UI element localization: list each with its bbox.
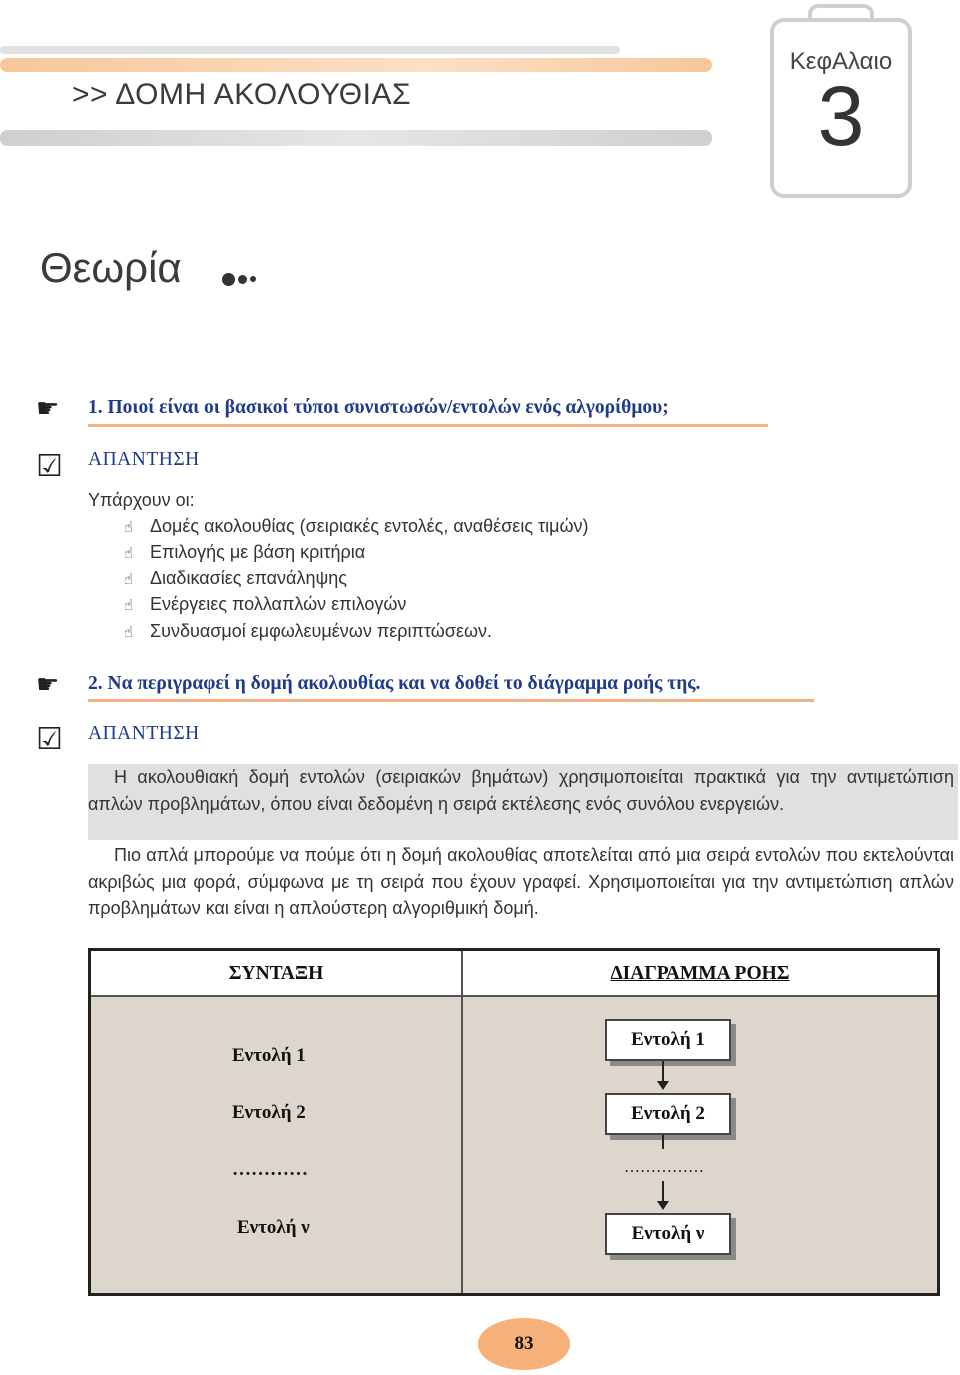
- flowchart-connector: [662, 1061, 664, 1081]
- answer-2-paragraph-2: Πιο απλά μπορούμε να πούμε ότι η δομή ακολουθίας αποτελείται από μια σειρά εντολών που εκτελούνται ακριβώς μια φορά, σύμφωνα με τη σειρά που έχουν γραφεί. Χρησιμοποιείται για την αντιμετώπιση απλών προβλημάτων και είναι η απλούστερη αλγοριθμική δομή.: [88, 845, 954, 918]
- table-header-flowchart: ΔΙΑΓΡΑΜΜΑ ΡΟΗΣ: [610, 963, 790, 984]
- dots-icon: [222, 270, 259, 288]
- chapter-badge: [770, 18, 912, 198]
- syntax-line: Εντολή 2: [232, 1102, 306, 1123]
- chapter-title: >> ΔΟΜΗ ΑΚΟΛΟΥΘΙΑΣ: [72, 78, 412, 111]
- list-item: ☝ Επιλογής με βάση κριτήρια: [124, 542, 366, 562]
- pointing-hand-icon: ☛: [36, 670, 60, 700]
- pointing-finger-icon: ☝: [124, 570, 134, 588]
- pointing-finger-icon: ☝: [124, 544, 134, 562]
- flowchart-box: Εντολή ν: [605, 1213, 731, 1255]
- flowchart-box: Εντολή 2: [605, 1093, 731, 1135]
- syntax-line: …………: [232, 1159, 308, 1180]
- section-title: Θεωρία: [40, 244, 182, 291]
- list-item: ☝ Διαδικασίες επανάληψης: [124, 568, 347, 588]
- question-2: 2. Να περιγραφεί η δομή ακολουθίας και να δοθεί το διάγραμμα ροής της.: [88, 673, 701, 694]
- pointing-finger-icon: ☝: [124, 596, 134, 614]
- arrow-down-icon: [657, 1201, 669, 1210]
- flowchart-connector: [662, 1181, 664, 1201]
- answer-2-paragraph-1: Η ακολουθιακή δομή εντολών (σειριακών βημάτων) χρησιμοποιείται πρακτικά για την αντιμετώπιση απλών προβλημάτων, όπου είναι δεδομένη η σειρά εκτέλεσης ενός συνόλου ενεργειών.: [88, 767, 954, 814]
- table-column-divider: [461, 951, 463, 1293]
- page-number: 83: [478, 1318, 570, 1370]
- checkbox-check-icon: ☑: [36, 449, 63, 484]
- answer-1-intro: Υπάρχουν οι:: [88, 490, 195, 510]
- flowchart-ellipsis: ……………: [624, 1159, 704, 1176]
- list-item: ☝ Συνδυασμοί εμφωλευμένων περιπτώσεων.: [124, 621, 493, 641]
- list-item: ☝ Δομές ακολουθίας (σειριακές εντολές, αναθέσεις τιμών): [124, 516, 589, 536]
- arrow-down-icon: [657, 1081, 669, 1090]
- sequence-table: [88, 948, 940, 1296]
- syntax-line: Εντολή ν: [237, 1217, 310, 1238]
- header-brush-gray-bottom: [0, 130, 712, 146]
- pointing-finger-icon: ☝: [124, 518, 134, 536]
- question-1: 1. Ποιοί είναι οι βασικοί τύποι συνιστωσών/εντολών ενός αλγορίθμου;: [88, 397, 669, 418]
- header-brush-orange: [0, 58, 712, 72]
- chapter-label: ΚεφΑλαιο: [789, 48, 893, 75]
- answer-label-1: ΑΠΑΝΤΗΣΗ: [88, 449, 200, 470]
- header-brush-gray-top: [0, 46, 620, 54]
- chapter-number: 3: [817, 69, 865, 163]
- pointing-finger-icon: ☝: [124, 623, 134, 641]
- checkbox-check-icon: ☑: [36, 722, 63, 757]
- list-item: ☝ Ενέργειες πολλαπλών επιλογών: [124, 594, 407, 614]
- pointing-hand-icon: ☛: [36, 394, 60, 424]
- syntax-line: Εντολή 1: [232, 1045, 306, 1066]
- flowchart-connector: [662, 1135, 664, 1149]
- answer-label-2: ΑΠΑΝΤΗΣΗ: [88, 723, 200, 744]
- question-1-underline: [88, 424, 768, 427]
- question-2-underline: [88, 699, 814, 702]
- flowchart-box: Εντολή 1: [605, 1019, 731, 1061]
- table-header-syntax: ΣΥΝΤΑΞΗ: [228, 963, 324, 984]
